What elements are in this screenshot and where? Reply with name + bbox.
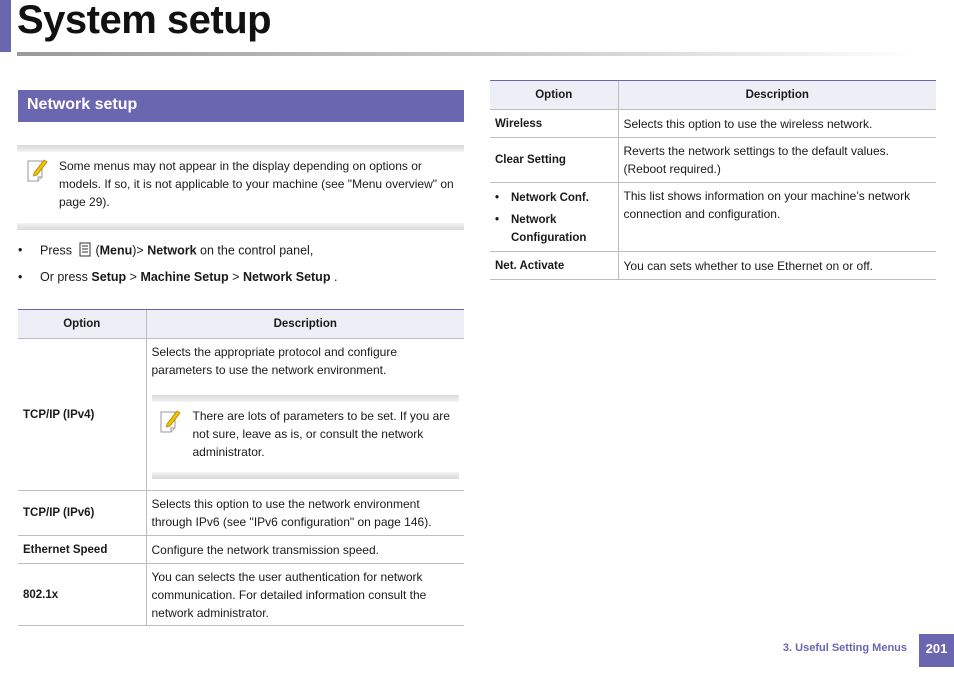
title-accent-bar xyxy=(0,0,11,52)
inner-note-text: There are lots of parameters to be set. If you are not sure, leave as is, or consult the network administrator. xyxy=(192,409,450,459)
description-cell: You can sets whether to use Ethernet on or off. xyxy=(618,252,936,280)
title-divider xyxy=(17,52,917,56)
table-row xyxy=(18,536,464,564)
table-row xyxy=(18,564,464,626)
option-cell: Clear Setting xyxy=(490,138,618,183)
note-bottom-bar xyxy=(17,223,464,230)
section-heading: Network setup xyxy=(18,90,464,122)
footer-section-title: 3. Useful Setting Menus xyxy=(782,642,907,654)
menu-icon xyxy=(78,242,92,260)
column-header-description: Description xyxy=(618,81,936,110)
table-row xyxy=(18,491,464,536)
description-text: Selects the appropriate protocol and configure parameters to use the network environment. xyxy=(151,345,397,377)
press-text: Press xyxy=(40,243,72,258)
description-cell: You can selects the user authentication for network communication. For detailed information consult the network administrator. xyxy=(146,564,464,626)
table-row xyxy=(490,183,936,252)
network-setup-label: Network Setup xyxy=(242,270,331,284)
table-row xyxy=(490,138,936,183)
setup-label: Setup xyxy=(91,270,127,284)
option-cell: TCP/IP (IPv4) xyxy=(18,339,146,491)
instruction-item-2: • Or press Setup > Machine Setup > Network Setup . xyxy=(18,270,338,284)
table-row xyxy=(490,110,936,138)
note-box xyxy=(17,145,464,230)
option-cell: Ethernet Speed xyxy=(18,536,146,564)
page-title: System setup xyxy=(17,0,272,42)
list-item: • Network Configuration xyxy=(495,214,587,244)
left-options-table xyxy=(18,309,464,626)
description-cell: Selects this option to use the wireless network. xyxy=(618,110,936,138)
note-pencil-icon xyxy=(158,408,182,439)
option-cell xyxy=(490,183,618,252)
column-header-option: Option xyxy=(18,310,146,339)
description-cell: This list shows information on your machine’s network connection and configuration. xyxy=(618,183,936,252)
network-label: Network xyxy=(147,243,197,258)
description-cell: Reverts the network settings to the default values. (Reboot required.) xyxy=(618,138,936,183)
menu-label: Menu xyxy=(99,243,133,258)
list-item: • Network Conf. xyxy=(495,192,589,204)
description-cell: Selects this option to use the network environment through IPv6 (see "IPv6 configuration" on page 146). xyxy=(146,491,464,536)
option-cell: TCP/IP (IPv6) xyxy=(18,491,146,536)
option-cell: Wireless xyxy=(490,110,618,138)
column-header-description: Description xyxy=(146,310,464,339)
page-number: 201 xyxy=(919,634,954,667)
table-row xyxy=(18,339,464,491)
machine-setup-label: Machine Setup xyxy=(140,270,229,284)
note-text: Some menus may not appear in the display depending on options or models. If so, it is not applicable to your machine (see "Menu overview" on page 29). xyxy=(59,159,454,209)
note-pencil-icon xyxy=(25,157,49,188)
table-row xyxy=(490,252,936,280)
description-cell xyxy=(146,339,464,491)
note-top-bar xyxy=(17,145,464,152)
option-cell: 802.1x xyxy=(18,564,146,626)
table-header-row xyxy=(490,81,936,110)
table-header-row xyxy=(18,310,464,339)
column-header-option: Option xyxy=(490,81,618,110)
option-cell: Net. Activate xyxy=(490,252,618,280)
instruction-item-1: • Press (Menu)> Network on the control panel, xyxy=(18,242,313,260)
inner-note-box xyxy=(152,395,460,479)
description-cell: Configure the network transmission speed. xyxy=(146,536,464,564)
option-sub-list xyxy=(495,189,613,247)
right-options-table xyxy=(490,80,936,280)
